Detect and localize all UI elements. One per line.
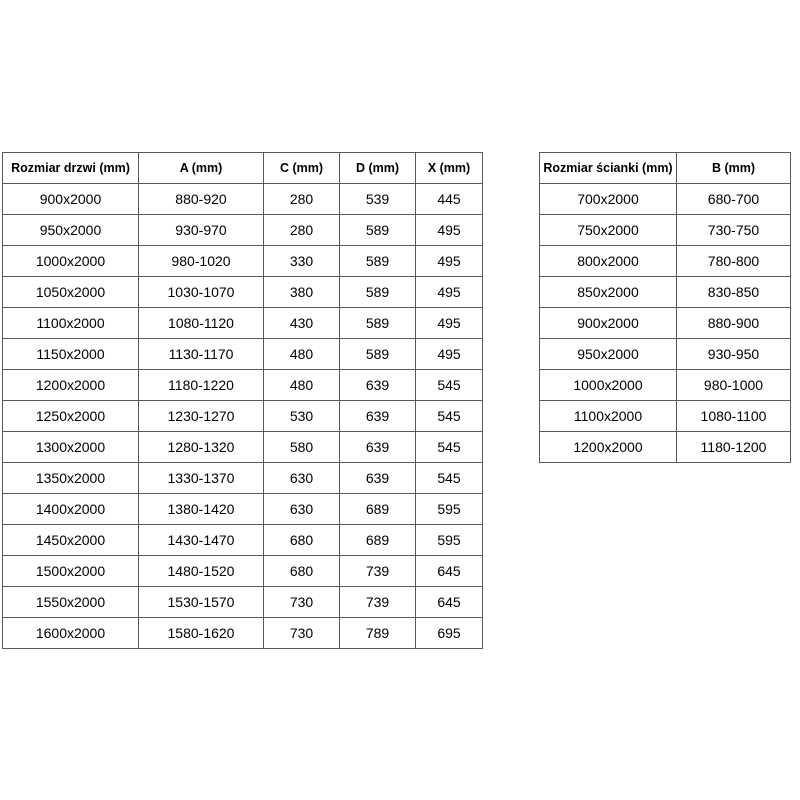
- table-cell: 700x2000: [540, 184, 677, 215]
- table-cell: 1450x2000: [3, 525, 139, 556]
- table-cell: 595: [416, 494, 483, 525]
- table-row: [3, 525, 483, 556]
- table-cell: 1180-1220: [139, 370, 264, 401]
- table-row: [540, 339, 791, 370]
- table-cell: 900x2000: [540, 308, 677, 339]
- table-cell: 545: [416, 432, 483, 463]
- table-cell: 680: [264, 556, 340, 587]
- table-cell: 545: [416, 401, 483, 432]
- table-row: [3, 339, 483, 370]
- table-cell: 480: [264, 339, 340, 370]
- table-cell: 750x2000: [540, 215, 677, 246]
- table-cell: 930-970: [139, 215, 264, 246]
- table-cell: 639: [340, 370, 416, 401]
- table-cell: 589: [340, 308, 416, 339]
- table-cell: 430: [264, 308, 340, 339]
- table-cell: 595: [416, 525, 483, 556]
- table-cell: 789: [340, 618, 416, 649]
- table-cell: 495: [416, 339, 483, 370]
- table-cell: 280: [264, 184, 340, 215]
- column-header: X (mm): [416, 153, 483, 184]
- table-cell: 589: [340, 215, 416, 246]
- column-header: Rozmiar drzwi (mm): [3, 153, 139, 184]
- table-row: [540, 432, 791, 463]
- table-cell: 680: [264, 525, 340, 556]
- table-cell: 495: [416, 215, 483, 246]
- table-cell: 800x2000: [540, 246, 677, 277]
- table-cell: 980-1000: [677, 370, 791, 401]
- wall-size-table: [539, 152, 791, 463]
- table-row: [3, 215, 483, 246]
- table-cell: 1400x2000: [3, 494, 139, 525]
- table-cell: 639: [340, 463, 416, 494]
- table-cell: 1250x2000: [3, 401, 139, 432]
- table-row: [540, 184, 791, 215]
- column-header: D (mm): [340, 153, 416, 184]
- table-cell: 950x2000: [3, 215, 139, 246]
- table-cell: 730: [264, 618, 340, 649]
- table-cell: 730: [264, 587, 340, 618]
- column-header: B (mm): [677, 153, 791, 184]
- table-cell: 639: [340, 432, 416, 463]
- table-cell: 739: [340, 587, 416, 618]
- table-cell: 1200x2000: [3, 370, 139, 401]
- table-cell: 495: [416, 308, 483, 339]
- table-row: [3, 370, 483, 401]
- table-row: [3, 556, 483, 587]
- table-cell: 380: [264, 277, 340, 308]
- table-cell: 1100x2000: [540, 401, 677, 432]
- table-cell: 880-920: [139, 184, 264, 215]
- table-cell: 1280-1320: [139, 432, 264, 463]
- table-cell: 1150x2000: [3, 339, 139, 370]
- table-cell: 695: [416, 618, 483, 649]
- header-row: [540, 153, 791, 184]
- table-cell: 539: [340, 184, 416, 215]
- table-cell: 850x2000: [540, 277, 677, 308]
- table-cell: 1180-1200: [677, 432, 791, 463]
- table-cell: 630: [264, 463, 340, 494]
- column-header: C (mm): [264, 153, 340, 184]
- table-cell: 980-1020: [139, 246, 264, 277]
- table-cell: 545: [416, 463, 483, 494]
- table-cell: 689: [340, 525, 416, 556]
- table-row: [540, 277, 791, 308]
- table-cell: 1330-1370: [139, 463, 264, 494]
- table-row: [3, 432, 483, 463]
- table-cell: 545: [416, 370, 483, 401]
- table-cell: 330: [264, 246, 340, 277]
- table-row: [540, 401, 791, 432]
- table-cell: 480: [264, 370, 340, 401]
- table-cell: 645: [416, 556, 483, 587]
- table-row: [3, 401, 483, 432]
- table-cell: 950x2000: [540, 339, 677, 370]
- header-row: [3, 153, 483, 184]
- table-row: [3, 277, 483, 308]
- table-row: [3, 246, 483, 277]
- table-cell: 1230-1270: [139, 401, 264, 432]
- table-cell: 930-950: [677, 339, 791, 370]
- table-cell: 1130-1170: [139, 339, 264, 370]
- table-cell: 1350x2000: [3, 463, 139, 494]
- table-cell: 730-750: [677, 215, 791, 246]
- table-cell: 1500x2000: [3, 556, 139, 587]
- table-cell: 780-800: [677, 246, 791, 277]
- table-cell: 1000x2000: [540, 370, 677, 401]
- table-cell: 495: [416, 246, 483, 277]
- table-row: [540, 215, 791, 246]
- table-cell: 1430-1470: [139, 525, 264, 556]
- door-size-table: [2, 152, 483, 649]
- table-cell: 1000x2000: [3, 246, 139, 277]
- table-cell: 1580-1620: [139, 618, 264, 649]
- table-cell: 589: [340, 246, 416, 277]
- table-row: [540, 308, 791, 339]
- table-cell: 1080-1100: [677, 401, 791, 432]
- table-cell: 1080-1120: [139, 308, 264, 339]
- table-cell: 830-850: [677, 277, 791, 308]
- table-cell: 589: [340, 339, 416, 370]
- table-cell: 645: [416, 587, 483, 618]
- table-cell: 1100x2000: [3, 308, 139, 339]
- table-cell: 280: [264, 215, 340, 246]
- table-cell: 580: [264, 432, 340, 463]
- column-header: Rozmiar ścianki (mm): [540, 153, 677, 184]
- table-cell: 1480-1520: [139, 556, 264, 587]
- table-row: [3, 494, 483, 525]
- table-row: [3, 184, 483, 215]
- table-cell: 900x2000: [3, 184, 139, 215]
- table-cell: 1550x2000: [3, 587, 139, 618]
- table-row: [3, 308, 483, 339]
- table-cell: 530: [264, 401, 340, 432]
- table-cell: 689: [340, 494, 416, 525]
- column-header: A (mm): [139, 153, 264, 184]
- table-cell: 1600x2000: [3, 618, 139, 649]
- table-row: [540, 246, 791, 277]
- table-cell: 1530-1570: [139, 587, 264, 618]
- table-cell: 1300x2000: [3, 432, 139, 463]
- table-cell: 1380-1420: [139, 494, 264, 525]
- table-cell: 680-700: [677, 184, 791, 215]
- table-cell: 589: [340, 277, 416, 308]
- table-cell: 445: [416, 184, 483, 215]
- table-row: [3, 463, 483, 494]
- table-row: [3, 587, 483, 618]
- table-cell: 1030-1070: [139, 277, 264, 308]
- table-row: [3, 618, 483, 649]
- table-cell: 880-900: [677, 308, 791, 339]
- table-cell: 739: [340, 556, 416, 587]
- table-cell: 495: [416, 277, 483, 308]
- table-cell: 630: [264, 494, 340, 525]
- table-cell: 1200x2000: [540, 432, 677, 463]
- table-row: [540, 370, 791, 401]
- table-cell: 639: [340, 401, 416, 432]
- table-cell: 1050x2000: [3, 277, 139, 308]
